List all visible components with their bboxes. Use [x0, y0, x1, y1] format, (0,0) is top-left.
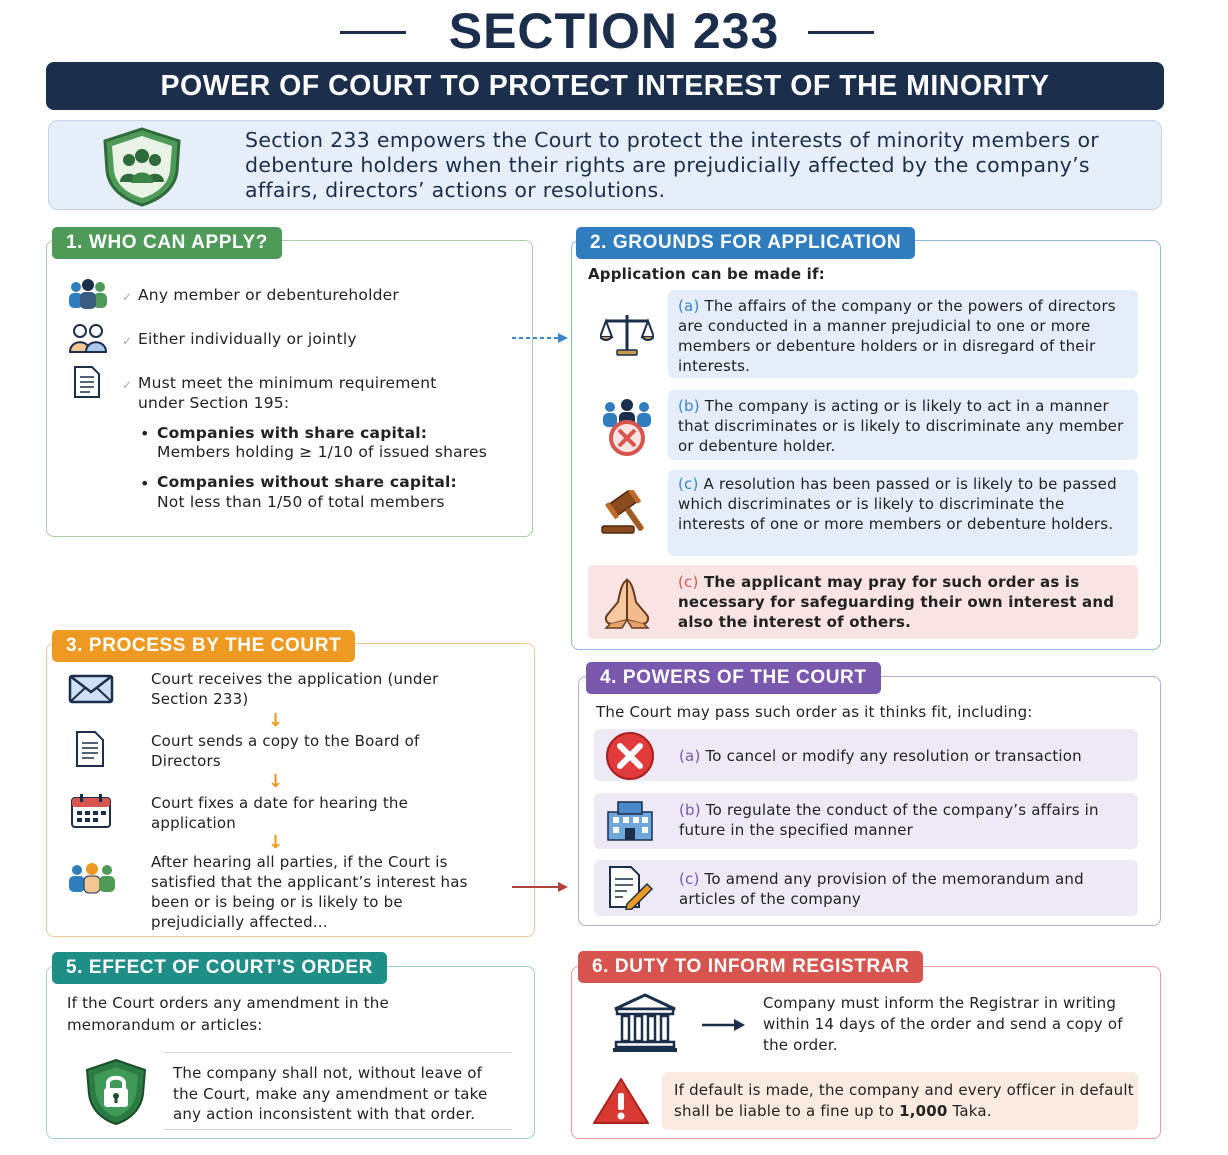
power-a-label: (a)	[679, 747, 701, 765]
process-step-2: Court sends a copy to the Board of Directors	[151, 732, 420, 770]
effect-heading: 5. EFFECT OF COURT’S ORDER	[52, 952, 387, 984]
people-pair-icon	[68, 322, 108, 354]
effect-lead: If the Court orders any amendment in the memorandum or articles:	[67, 994, 389, 1034]
ground-c-text	[678, 474, 1128, 534]
grounds-lead: Application can be made if:	[588, 265, 825, 283]
who-item-2: Either individually or jointly	[138, 330, 357, 348]
intro-text: Section 233 empowers the Court to protect the interests of minority members or debenture holders when their rights are prejudicially affected by the company’s affairs, directors’ actions or resolutions.	[245, 128, 1100, 202]
powers-heading: 4. POWERS OF THE COURT	[586, 662, 881, 694]
down-arrow-icon: ↓	[268, 771, 284, 792]
title-row	[0, 4, 1228, 58]
no-share-capital-text: Not less than 1/50 of total members	[157, 493, 445, 511]
power-c-label: (c)	[679, 870, 700, 888]
connector-arrow	[512, 880, 570, 894]
group-icon	[66, 278, 110, 310]
edit-document-icon	[607, 864, 653, 910]
ground-d-text	[678, 572, 1128, 632]
share-capital-text: Members holding ≥ 1/10 of issued shares	[157, 443, 488, 461]
share-capital-title: Companies with share capital:	[157, 424, 428, 442]
power-c-body: To amend any provision of the memorandum and articles of the company	[679, 870, 1084, 908]
shield-people-icon	[97, 127, 187, 207]
ground-a-label: (a)	[678, 297, 700, 315]
page-subtitle: POWER OF COURT TO PROTECT INTEREST OF THE MINORITY	[46, 62, 1164, 110]
powers-lead: The Court may pass such order as it thinks fit, including:	[596, 703, 1033, 721]
bullet-dot: •	[140, 424, 150, 443]
check-icon: ✓	[122, 334, 133, 348]
who-can-apply-heading: 1. WHO CAN APPLY?	[52, 227, 282, 259]
registrar-heading: 6. DUTY TO INFORM REGISTRAR	[578, 951, 923, 983]
power-c-text	[679, 869, 1129, 909]
who-item-3: Must meet the minimum requirement under Section 195:	[138, 374, 437, 412]
title-rule-right	[808, 31, 874, 34]
ground-d-label: (c)	[678, 573, 699, 591]
registrar-inform: Company must inform the Registrar in writing within 14 days of the order and send a copy of the order.	[763, 994, 1123, 1054]
ground-c-label: (c)	[678, 475, 699, 493]
calendar-icon	[70, 793, 112, 829]
arrow-right-icon	[702, 1018, 746, 1032]
praying-hands-icon	[600, 574, 654, 630]
cancel-icon	[601, 731, 659, 781]
power-b-body: To regulate the conduct of the company’s affairs in future in the specified manner	[679, 801, 1099, 839]
lock-shield-icon	[82, 1058, 150, 1126]
warning-icon	[592, 1076, 650, 1126]
connector-arrow	[512, 331, 570, 345]
down-arrow-icon: ↓	[268, 710, 284, 731]
group-icon	[66, 862, 118, 894]
document-icon	[74, 730, 106, 768]
building-icon	[604, 798, 656, 842]
intro-panel	[48, 120, 1162, 210]
effect-text: The company shall not, without leave of the Court, make any amendment or take any action inconsistent with that order.	[173, 1064, 488, 1123]
envelope-icon	[68, 674, 114, 704]
ground-b-body: The company is acting or is likely to act in a manner that discriminates or is likely to discriminate any member or debenture holder.	[678, 397, 1124, 455]
ground-c-body: A resolution has been passed or is likely to be passed which discriminates or is likely to discriminate the interests of one or more members or debenture holders.	[678, 475, 1117, 533]
no-share-capital-title: Companies without share capital:	[157, 473, 457, 491]
check-icon: ✓	[122, 290, 133, 304]
discrimination-icon	[600, 398, 654, 458]
document-icon	[72, 365, 102, 399]
scales-icon	[600, 311, 654, 357]
effect-note	[164, 1052, 512, 1130]
power-b-label: (b)	[679, 801, 701, 819]
gavel-icon	[600, 490, 656, 534]
process-step-4: After hearing all parties, if the Court is satisfied that the applicant’s interest has been or is being or is likely to be prejudicially affected...	[151, 853, 468, 931]
ground-b-label: (b)	[678, 397, 700, 415]
ground-b-text	[678, 396, 1128, 456]
bullet-dot: •	[140, 474, 150, 493]
check-icon: ✓	[122, 378, 133, 392]
ground-a-body: The affairs of the company or the powers of directors are conducted in a manner prejudicial to one or more members or debenture holders or in disregard of their interests.	[678, 297, 1116, 375]
down-arrow-icon: ↓	[268, 832, 284, 853]
grounds-heading: 2. GROUNDS FOR APPLICATION	[576, 227, 915, 259]
default-body: If default is made, the company and every officer in default shall be liable to a fine up to	[674, 1081, 1134, 1120]
process-step-3: Court fixes a date for hearing the application	[151, 794, 409, 832]
power-a-body: To cancel or modify any resolution or transaction	[705, 747, 1082, 765]
process-heading: 3. PROCESS BY THE COURT	[52, 630, 355, 662]
fine-amount: 1,000	[899, 1102, 948, 1120]
power-b-text	[679, 800, 1129, 840]
ground-a-text	[678, 296, 1128, 376]
page-title: SECTION 233	[448, 3, 780, 59]
process-step-1: Court receives the application (under Section 233)	[151, 670, 439, 708]
who-item-1: Any member or debentureholder	[138, 286, 399, 304]
fine-unit: Taka.	[947, 1102, 992, 1120]
courthouse-icon	[611, 993, 679, 1053]
default-text	[674, 1080, 1134, 1122]
ground-d-body: The applicant may pray for such order as is necessary for safeguarding their own interest and also the interest of others.	[678, 573, 1115, 631]
power-a-text	[679, 746, 1129, 766]
